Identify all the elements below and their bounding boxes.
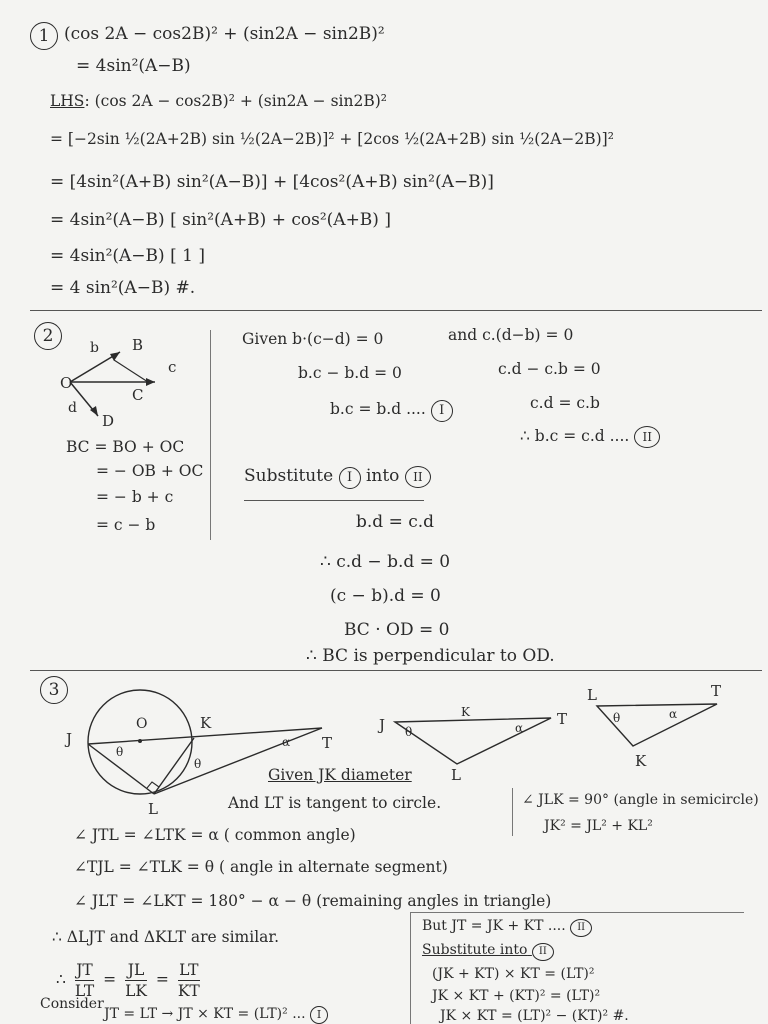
q3-therefore: ∴ (56, 970, 66, 989)
q3-fraction-2 (125, 960, 147, 1001)
q3-angle-line-3: ∠ JLT = ∠LKT = 180° − α − θ (remaining angles in triangle) (74, 892, 552, 910)
q3-label-J: J (66, 730, 73, 748)
q3-angle-line-2: ∠TJL = ∠TLK = θ ( angle in alternate segment) (74, 858, 448, 876)
q3-label-alpha: α (282, 735, 291, 749)
q2-bc-line-2: = − OB + OC (96, 462, 204, 480)
q1-lhs-label: LHS (50, 92, 85, 110)
q2-substitute-line (244, 466, 431, 489)
q3-f1-num: JT (76, 961, 93, 979)
q2-given-2: and c.(d−b) = 0 (448, 326, 574, 344)
q3-tri2-theta: θ (613, 711, 621, 725)
q2-label-C: C (132, 386, 144, 404)
question-2-number: 2 (34, 322, 62, 350)
q2-bc-line-4: = c − b (96, 516, 156, 534)
q3-box-left (410, 912, 411, 1024)
q2-label-d: d (68, 400, 77, 416)
q2-left-line-2-text: b.c = b.d .... (330, 400, 426, 418)
q3-last-line (104, 1006, 328, 1024)
q3-tri2-label-K: K (635, 752, 647, 770)
q3-f2-num: JL (125, 960, 147, 981)
q3-f3-num: LT (179, 961, 199, 979)
q3-right-note-2: JK² = JL² + KL² (544, 818, 653, 834)
q3-f2-den: LK (125, 982, 147, 1000)
q2-given-1: Given b·(c−d) = 0 (242, 330, 384, 348)
q3-box-line-2-text: Substitute into (422, 942, 528, 958)
q2-tag-2: II (634, 426, 660, 448)
q3-fraction-1 (75, 960, 94, 1001)
q1-statement-line1: (cos 2A − cos2B)² + (sin2A − sin2B)² (64, 24, 385, 44)
q3-tri1-theta: θ (405, 725, 413, 739)
q3-fraction-3 (178, 960, 200, 1001)
q3-tri2-label-L: L (587, 686, 597, 704)
q3-label-T: T (322, 734, 333, 752)
q2-substitute-word: Substitute (244, 466, 334, 486)
q3-tri1-label-K: K (461, 705, 470, 719)
q3-box-tag-1: II (570, 919, 592, 937)
q3-label-theta-2: θ (194, 757, 202, 771)
q3-tri1-label-T: T (557, 710, 568, 728)
q3-tri1-label-J: J (379, 716, 386, 734)
q2-label-B: B (132, 336, 144, 354)
q2-subst-tag-2: II (405, 466, 431, 488)
q2-main-line-1: b.d = c.d (356, 512, 435, 532)
q3-right-note-1: ∠ JLK = 90° (angle in semicircle) (522, 792, 759, 808)
q3-triangle-KLT (585, 684, 745, 774)
q3-box-top (410, 912, 744, 913)
q2-subst-tag-1: I (339, 467, 361, 489)
q2-vector-diagram (60, 330, 210, 430)
section-divider-1 (30, 310, 762, 311)
q3-f3-den: KT (177, 982, 200, 1000)
q3-tri2-alpha: α (669, 707, 678, 721)
q3-label-L: L (148, 800, 158, 818)
q3-box-tag-2: II (532, 943, 554, 961)
q1-step-3: = 4sin²(A−B) [ sin²(A+B) + cos²(A+B) ] (50, 210, 391, 230)
q2-main-line-2: ∴ c.d − b.d = 0 (320, 552, 451, 572)
q2-conclusion: ∴ BC is perpendicular to OD. (306, 646, 555, 666)
q2-label-b: b (90, 340, 99, 356)
q3-box-line-2 (422, 942, 554, 961)
q3-box-line-4: JK × KT + (KT)² = (LT)² (432, 988, 601, 1004)
q3-box-line-1-text: But JT = JK + KT .... (422, 918, 566, 934)
q2-into-word: into (365, 466, 400, 486)
q1-step-1: = [−2sin ½(2A+2B) sin ½(2A−2B)]² + [2cos ½(2A+2B) sin ½(2A−2B)]² (50, 130, 614, 148)
q3-fraction-line: ∴ $\frac{JT}{LT}$ = $\frac{JL}{LK}$ = $\frac{LT}{KT}$ (56, 961, 200, 1000)
q2-substitute-underline (244, 500, 424, 501)
q2-left-line-1: b.c − b.d = 0 (298, 364, 402, 382)
q2-bc-line-3: = − b + c (96, 488, 174, 506)
q1-step-2: = [4sin²(A+B) sin²(A−B)] + [4cos²(A+B) sin²(A−B)] (50, 172, 494, 192)
q3-tri2-label-T: T (711, 682, 722, 700)
q1-lhs-expression: : (cos 2A − cos2B)² + (sin2A − sin2B)² (84, 92, 387, 110)
q2-label-O: O (60, 374, 73, 392)
q3-f1-den: LT (74, 982, 95, 1000)
q3-label-K: K (200, 714, 212, 732)
q2-right-line-2: c.d = c.b (530, 394, 600, 412)
q1-step-5: = 4 sin²(A−B) #. (50, 278, 196, 298)
q1-step-4: = 4sin²(A−B) [ 1 ] (50, 246, 205, 266)
q3-label-O: O (136, 716, 148, 732)
q1-statement-line2: = 4sin²(A−B) (76, 56, 191, 76)
q3-box-line-5: JK × KT = (LT)² − (KT)² #. (440, 1008, 629, 1024)
q3-consider-label: Consider (40, 996, 104, 1012)
q2-main-line-4: BC · OD = 0 (344, 620, 450, 640)
q3-given-1: Given JK diameter (268, 766, 412, 784)
q3-box-line-1 (422, 918, 592, 937)
q3-last-tag: I (310, 1006, 328, 1024)
q3-label-theta-1: θ (116, 745, 124, 759)
q2-label-D: D (102, 412, 115, 430)
q3-box-line-3: (JK + KT) × KT = (LT)² (432, 966, 595, 982)
q3-given-2: And LT is tangent to circle. (228, 794, 442, 812)
q2-tag-1: I (431, 400, 453, 422)
section-divider-2 (30, 670, 762, 671)
q2-label-c: c (168, 358, 177, 376)
q2-right-line-1: c.d − c.b = 0 (498, 360, 601, 378)
q3-last-line-text: JT = LT → JT × KT = (LT)² ... (104, 1006, 306, 1022)
q2-bc-line-1: BC = BO + OC (66, 438, 185, 456)
q3-tri1-alpha: α (515, 721, 524, 735)
question-1-number: 1 (30, 22, 58, 50)
q3-similar-line: ∴ ΔLJT and ΔKLT are similar. (52, 928, 280, 946)
q3-angle-line-1: ∠ JTL = ∠LTK = α ( common angle) (74, 826, 356, 844)
q2-main-line-3: (c − b).d = 0 (330, 586, 441, 606)
q2-vertical-divider (210, 330, 211, 540)
q2-right-line-3 (520, 426, 660, 448)
q2-left-line-2 (330, 400, 453, 422)
q1-lhs (50, 92, 387, 110)
q2-right-line-3-text: ∴ b.c = c.d .... (520, 427, 630, 445)
q3-tri1-label-L: L (451, 766, 461, 784)
q3-note-divider (512, 788, 513, 836)
question-3-number: 3 (40, 676, 68, 704)
